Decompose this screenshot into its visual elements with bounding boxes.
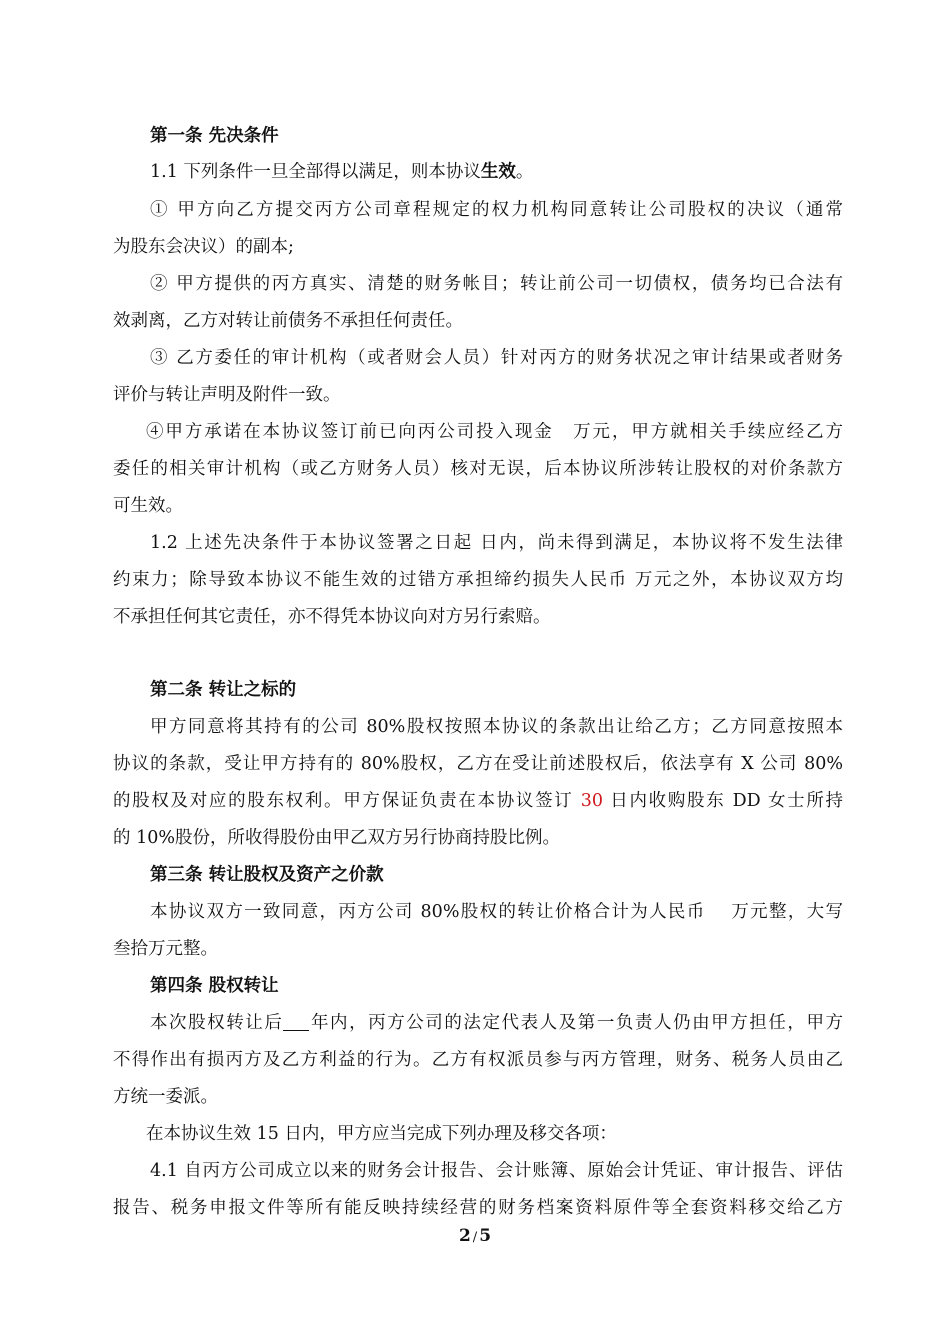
clause-1-2-line-1: 1.2 上述先决条件于本协议签署之日起 日内，尚未得到满足，本协议将不发生法律 bbox=[150, 533, 843, 553]
article-2-line-3-rest: 日内收购股东 DD 女士所持 bbox=[603, 791, 844, 811]
condition-2-line-1: ② 甲方提供的丙方真实、清楚的财务帐目；转让前公司一切债权，债务均已合法有 bbox=[150, 274, 843, 294]
article-4-line-3: 方统一委派。 bbox=[113, 1087, 218, 1107]
article-4-line-2: 不得作出有损丙方及乙方利益的行为。乙方有权派员参与丙方管理，财务、税务人员由乙 bbox=[113, 1050, 843, 1070]
condition-1-line-2: 为股东会决议）的副本; bbox=[113, 237, 294, 257]
condition-1-line-1: ① 甲方向乙方提交丙方公司章程规定的权力机构同意转让公司股权的决议（通常 bbox=[150, 200, 843, 220]
article-2-line-2: 协议的条款，受让甲方持有的 80%股权，乙方在受让前述股权后，依法享有 X 公司 80% bbox=[113, 754, 843, 774]
current-page: 2 bbox=[458, 1226, 471, 1246]
condition-3-line-1: ③ 乙方委任的审计机构（或者财会人员）针对丙方的财务状况之审计结果或者财务 bbox=[150, 348, 843, 368]
clause-4-1-line-1: 4.1 自丙方公司成立以来的财务会计报告、会计账簿、原始会计凭证、审计报告、评估 bbox=[150, 1161, 843, 1181]
condition-4-line-1: ④甲方承诺在本协议签订前已向丙公司投入现金 万元，甲方就相关手续应经乙方 bbox=[146, 422, 843, 442]
clause-1-2-line-2: 约束力；除导致本协议不能生效的过错方承担缔约损失人民币 万元之外，本协议双方均 bbox=[113, 570, 843, 590]
clause-4-1-line-2: 报告、税务申报文件等所有能反映持续经营的财务档案资料原件等全套资料移交给乙方 bbox=[113, 1198, 843, 1218]
clause-1-1 bbox=[150, 160, 843, 184]
article-4-line-1 bbox=[150, 1011, 843, 1035]
clause-1-1-text: 1.1 下列条件一旦全部得以满足，则本协议 bbox=[150, 162, 481, 182]
article-3-line-2: 叁拾万元整。 bbox=[113, 939, 218, 959]
condition-4-line-2: 委任的相关审计机构（或乙方财务人员）核对无误，后本协议所涉转让股权的对价条款方 bbox=[113, 459, 843, 479]
article-3-line-1: 本协议双方一致同意，丙方公司 80%股权的转让价格合计为人民币 万元整，大写 bbox=[150, 902, 843, 922]
page-separator: / bbox=[472, 1230, 478, 1245]
article-2-line-1: 甲方同意将其持有的公司 80%股权按照本协议的条款出让给乙方；乙方同意按照本 bbox=[150, 717, 843, 737]
article-2-line-4: 的 10%股份，所收得股份由甲乙双方另行协商持股比例。 bbox=[113, 828, 560, 848]
total-pages: 5 bbox=[479, 1226, 492, 1246]
condition-4-line-3: 可生效。 bbox=[113, 496, 183, 516]
clause-1-2-line-3: 不承担任何其它责任，亦不得凭本协议向对方另行索赔。 bbox=[113, 607, 551, 627]
article-2-line-3-text: 的股权及对应的股东权利。甲方保证负责在本协议签订 bbox=[113, 791, 581, 811]
blank-underline bbox=[283, 1012, 309, 1031]
article-1-title: 第一条 先决条件 bbox=[150, 126, 279, 146]
article-4-title: 第四条 股权转让 bbox=[150, 976, 279, 996]
article-2-line-3 bbox=[113, 789, 843, 813]
article-4-line-1-text: 本次股权转让后 bbox=[150, 1013, 284, 1033]
article-4-line-1-rest: 年内，丙方公司的法定代表人及第一负责人仍由甲方担任，甲方 bbox=[309, 1013, 844, 1033]
condition-3-line-2: 评价与转让声明及附件一致。 bbox=[113, 385, 341, 405]
clause-1-1-bold: 生效 bbox=[480, 162, 516, 182]
highlighted-days: 30 bbox=[580, 791, 604, 811]
article-4-line-4: 在本协议生效 15 日内，甲方应当完成下列办理及移交各项： bbox=[146, 1124, 617, 1144]
page-number bbox=[0, 1226, 950, 1246]
article-3-title: 第三条 转让股权及资产之价款 bbox=[150, 865, 384, 885]
clause-1-1-end: 。 bbox=[515, 162, 534, 182]
condition-2-line-2: 效剥离，乙方对转让前债务不承担任何责任。 bbox=[113, 311, 463, 331]
article-2-title: 第二条 转让之标的 bbox=[150, 680, 297, 700]
